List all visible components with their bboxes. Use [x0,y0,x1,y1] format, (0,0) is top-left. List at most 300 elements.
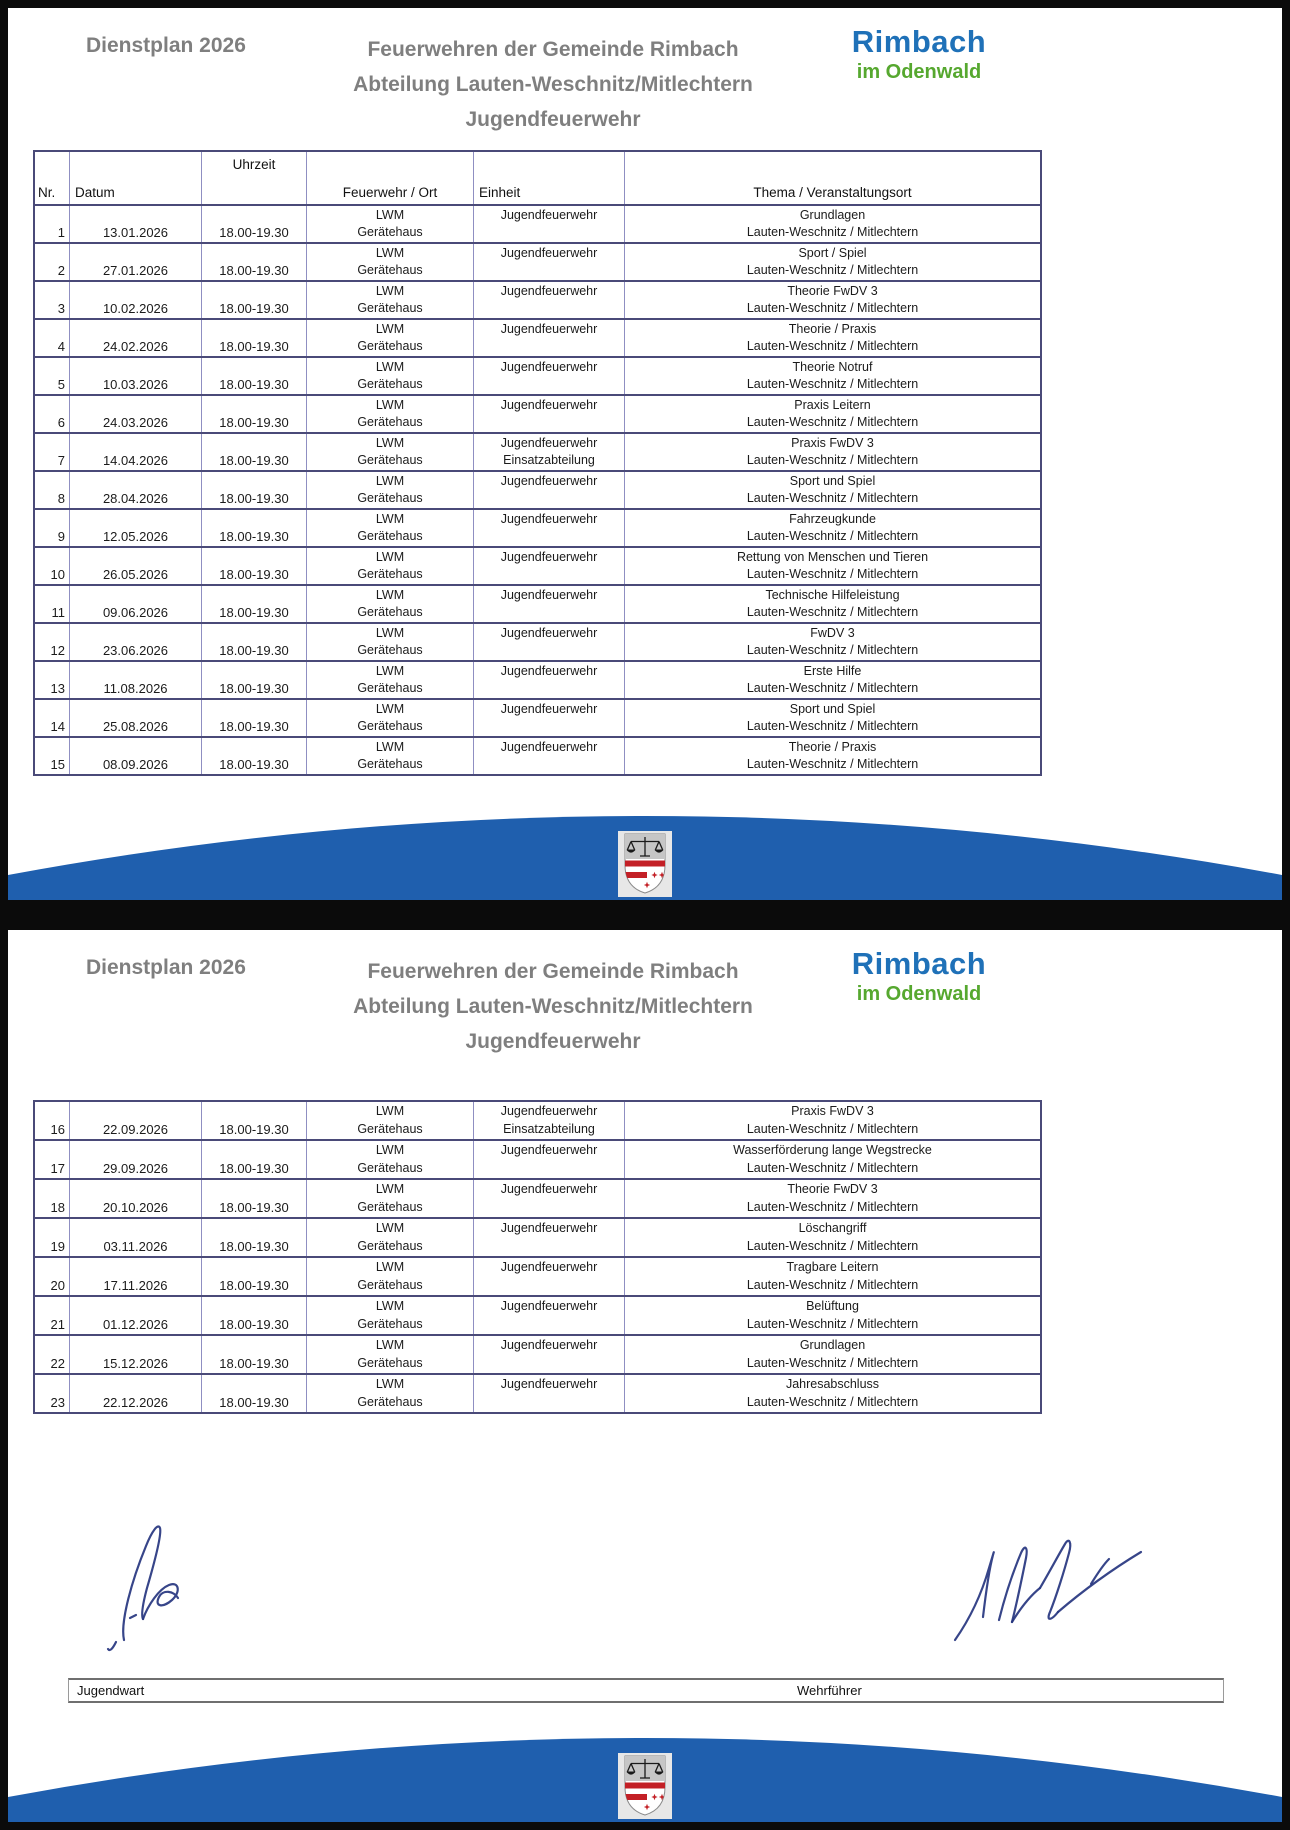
cell-line: 22.12.2026 [102,1395,169,1410]
cell-einheit [474,320,625,356]
cell-nr [35,548,70,584]
document-title: Dienstplan 2026 [86,956,246,979]
table-row [35,1102,1040,1141]
cell-line: Gerätehaus [357,719,423,733]
cell-line: LWM [375,284,405,298]
signature-label-box [68,1678,1224,1703]
cell-line: Einsatzabteilung [503,453,595,467]
cell-line: 13 [50,681,65,696]
cell-line [35,587,69,604]
footer-wave [8,815,1282,900]
table-row [35,282,1040,320]
cell-einheit [474,472,625,508]
schedule-table-page-1 [33,150,1042,776]
cell-line: 18.00-19.30 [219,567,289,582]
cell-line: Lauten-Weschnitz / Mitlechtern [746,263,919,277]
cell-line: Grundlagen [799,1338,866,1352]
rimbach-coat-of-arms [618,831,672,897]
cell-line: Gerätehaus [357,567,423,581]
cell-nr [35,472,70,508]
cell-uhrzeit [202,586,307,622]
cell-ort [307,1297,474,1334]
table-row [35,738,1040,776]
cell-line: LWM [375,550,405,564]
cell-line: Jugendfeuerwehr [500,740,598,754]
cell-line: 20 [50,1278,65,1293]
cell-line: Gerätehaus [357,339,423,353]
cell-line [202,1376,306,1393]
cell-line [474,718,624,735]
cell-line [70,397,201,414]
cell-ort [307,738,474,774]
cell-uhrzeit [202,1219,307,1256]
column-header-label: Datum [75,185,115,200]
cell-datum [70,1375,202,1412]
cell-line [70,1259,201,1276]
cell-uhrzeit [202,282,307,318]
jugendwart-signature [86,1518,236,1658]
cell-line: Sport / Spiel [798,246,867,260]
cell-line: Technische Hilfeleistung [765,588,900,602]
cell-nr [35,510,70,546]
cell-datum [70,282,202,318]
cell-line: 18.00-19.30 [219,1278,289,1293]
cell-line: 1 [57,225,65,240]
cell-nr [35,1180,70,1217]
cell-line: Jugendfeuerwehr [500,512,598,526]
cell-thema [625,320,1040,356]
cell-thema [625,1336,1040,1373]
cell-line [70,1298,201,1315]
cell-line [474,1316,624,1333]
cell-line [70,663,201,680]
cell-thema [625,700,1040,736]
table-row [35,1180,1040,1219]
cell-ort [307,206,474,242]
cell-line: 5 [57,377,65,392]
cell-line: Gerätehaus [357,643,423,657]
cell-line [202,359,306,376]
cell-line: Lauten-Weschnitz / Mitlechtern [746,719,919,733]
cell-line: Einsatzabteilung [503,1122,595,1136]
cell-ort [307,1258,474,1295]
cell-line: 17 [50,1161,65,1176]
cell-line: 16 [50,1122,65,1137]
cell-line [70,739,201,756]
column-header-thema [625,152,1040,204]
cell-line: 08.09.2026 [102,757,169,772]
cell-line [202,1337,306,1354]
column-header-nr [35,152,70,204]
cell-line: 01.12.2026 [102,1317,169,1332]
cell-line [202,1181,306,1198]
cell-line [474,604,624,621]
table-row [35,1141,1040,1180]
cell-line: 14.04.2026 [102,453,169,468]
cell-line [35,663,69,680]
cell-line: 25.08.2026 [102,719,169,734]
cell-line: 10.03.2026 [102,377,169,392]
cell-ort [307,1375,474,1412]
cell-line [202,435,306,452]
cell-line: Lauten-Weschnitz / Mitlechtern [746,301,919,315]
cell-line [202,207,306,224]
cell-line: Lauten-Weschnitz / Mitlechtern [746,1356,919,1370]
cell-datum [70,1297,202,1334]
cell-line: 14 [50,719,65,734]
cell-uhrzeit [202,244,307,280]
cell-ort [307,1336,474,1373]
cell-line [70,473,201,490]
cell-nr [35,244,70,280]
cell-line: LWM [375,1338,405,1352]
cell-line: 26.05.2026 [102,567,169,582]
cell-line [474,1238,624,1255]
cell-line: Gerätehaus [357,225,423,239]
cell-einheit [474,358,625,394]
cell-line: Gerätehaus [357,1317,423,1331]
cell-einheit [474,586,625,622]
cell-line [35,511,69,528]
cell-line [202,473,306,490]
table-row [35,320,1040,358]
table-row [35,1297,1040,1336]
cell-datum [70,1141,202,1178]
cell-line: Lauten-Weschnitz / Mitlechtern [746,643,919,657]
cell-line: 18.00-19.30 [219,301,289,316]
cell-line: 03.11.2026 [103,1239,168,1254]
cell-line: LWM [375,246,405,260]
cell-ort [307,662,474,698]
cell-line: Jugendfeuerwehr [500,1260,598,1274]
cell-line: Sport und Spiel [789,474,876,488]
cell-line: 15.12.2026 [102,1356,169,1371]
cell-nr [35,1375,70,1412]
cell-line: LWM [375,322,405,336]
document-heading [298,32,808,137]
cell-line: 11.08.2026 [103,681,168,696]
cell-datum [70,548,202,584]
cell-uhrzeit [202,510,307,546]
table-row [35,472,1040,510]
cell-nr [35,1102,70,1139]
cell-line: Jugendfeuerwehr [500,588,598,602]
cell-line: 18.00-19.30 [219,719,289,734]
cell-line [35,1259,69,1276]
cell-line [35,1142,69,1159]
cell-line: Praxis Leitern [794,398,871,412]
cell-line: Jugendfeuerwehr [500,474,598,488]
table-row [35,206,1040,244]
cell-thema [625,1141,1040,1178]
cell-line: Jugendfeuerwehr [500,1377,598,1391]
cell-line [474,756,624,773]
cell-thema [625,358,1040,394]
cell-uhrzeit [202,662,307,698]
cell-einheit [474,244,625,280]
document-title: Dienstplan 2026 [86,34,246,57]
cell-ort [307,244,474,280]
cell-line [35,1220,69,1237]
cell-line: 15 [50,757,65,772]
cell-ort [307,1102,474,1139]
cell-line: Wasserförderung lange Wegstrecke [733,1143,932,1157]
cell-nr [35,1336,70,1373]
cell-line: 22.09.2026 [102,1122,169,1137]
cell-line: Theorie / Praxis [788,740,877,754]
cell-line: Lauten-Weschnitz / Mitlechtern [746,1161,919,1175]
logo-subtitle: im Odenwald [856,983,982,1005]
cell-thema [625,1297,1040,1334]
cell-ort [307,700,474,736]
cell-line [474,490,624,507]
cell-thema [625,244,1040,280]
cell-line: 17.11.2026 [103,1278,168,1293]
cell-line: Jugendfeuerwehr [500,1104,598,1118]
cell-line [35,1181,69,1198]
cell-line: Lauten-Weschnitz / Mitlechtern [746,1317,919,1331]
cell-line: 12.05.2026 [102,529,169,544]
cell-line [474,300,624,317]
cell-line: Lauten-Weschnitz / Mitlechtern [746,339,919,353]
cell-line: Grundlagen [799,208,866,222]
cell-line [35,1298,69,1315]
cell-line: LWM [375,474,405,488]
column-header-label: Thema / Veranstaltungsort [753,185,912,200]
rimbach-logo [836,946,1002,1006]
rimbach-coat-of-arms [618,1753,672,1819]
cell-uhrzeit [202,1180,307,1217]
cell-line [202,321,306,338]
cell-line: LWM [375,1299,405,1313]
cell-line: 09.06.2026 [102,605,169,620]
cell-line: LWM [375,626,405,640]
cell-line: Gerätehaus [357,491,423,505]
cell-uhrzeit [202,700,307,736]
cell-line: Gerätehaus [357,377,423,391]
cell-line: Jahresabschluss [785,1377,880,1391]
column-header-label: Uhrzeit [232,157,276,172]
cell-line: Rettung von Menschen und Tieren [736,550,929,564]
cell-thema [625,586,1040,622]
cell-line: 21 [50,1317,65,1332]
cell-einheit [474,1102,625,1139]
cell-line: Lauten-Weschnitz / Mitlechtern [746,1395,919,1409]
cell-line [474,528,624,545]
cell-line: Gerätehaus [357,681,423,695]
cell-line [202,397,306,414]
cell-line: Jugendfeuerwehr [500,360,598,374]
cell-line [474,1199,624,1216]
heading-line-3: Jugendfeuerwehr [465,1030,641,1053]
cell-line [202,739,306,756]
cell-datum [70,700,202,736]
cell-line [202,1220,306,1237]
cell-line: LWM [375,1221,405,1235]
cell-line [474,1160,624,1177]
cell-line [70,511,201,528]
cell-line: 18.00-19.30 [219,453,289,468]
cell-line: 18.00-19.30 [219,339,289,354]
cell-line: 18.00-19.30 [219,605,289,620]
footer-wave [8,1737,1282,1822]
table-row [35,358,1040,396]
cell-line [35,245,69,262]
cell-line [70,1337,201,1354]
cell-thema [625,1219,1040,1256]
cell-nr [35,206,70,242]
cell-line [70,321,201,338]
cell-line [474,338,624,355]
cell-line: Lauten-Weschnitz / Mitlechtern [746,377,919,391]
column-header-label: Feuerwehr / Ort [342,185,438,200]
cell-line [35,625,69,642]
cell-einheit [474,206,625,242]
cell-line: LWM [375,1182,405,1196]
cell-uhrzeit [202,472,307,508]
cell-ort [307,1219,474,1256]
cell-ort [307,282,474,318]
cell-line: 18.00-19.30 [219,415,289,430]
cell-line: Lauten-Weschnitz / Mitlechtern [746,529,919,543]
cell-uhrzeit [202,624,307,660]
cell-line: 2 [57,263,65,278]
table-row [35,624,1040,662]
cell-nr [35,1141,70,1178]
cell-line: 8 [57,491,65,506]
cell-line: LWM [375,588,405,602]
cell-einheit [474,738,625,774]
cell-datum [70,1336,202,1373]
cell-ort [307,624,474,660]
cell-ort [307,1180,474,1217]
cell-ort [307,434,474,470]
cell-line [202,245,306,262]
table-row [35,700,1040,738]
cell-line: Gerätehaus [357,453,423,467]
cell-line [35,1103,69,1120]
cell-uhrzeit [202,1102,307,1139]
cell-line: 18.00-19.30 [219,1200,289,1215]
table-row [35,434,1040,472]
cell-line [70,587,201,604]
cell-line [202,1259,306,1276]
cell-line: Lauten-Weschnitz / Mitlechtern [746,1278,919,1292]
cell-line: 18.00-19.30 [219,1395,289,1410]
cell-line: 18.00-19.30 [219,1356,289,1371]
cell-line: LWM [375,360,405,374]
cell-line: Gerätehaus [357,263,423,277]
cell-line: 19 [50,1239,65,1254]
cell-line: 18.00-19.30 [219,377,289,392]
cell-nr [35,1297,70,1334]
cell-datum [70,358,202,394]
table-header-row [35,152,1040,206]
wehrfuehrer-label: Wehrführer [797,1683,862,1698]
table-row [35,510,1040,548]
cell-line: Lauten-Weschnitz / Mitlechtern [746,1239,919,1253]
cell-line: Lauten-Weschnitz / Mitlechtern [746,1200,919,1214]
cell-line [70,1103,201,1120]
cell-nr [35,396,70,432]
cell-line [35,739,69,756]
table-row [35,1375,1040,1414]
cell-line: 24.03.2026 [102,415,169,430]
cell-line: 18.00-19.30 [219,225,289,240]
cell-line: Lauten-Weschnitz / Mitlechtern [746,415,919,429]
cell-thema [625,396,1040,432]
cell-line: LWM [375,1260,405,1274]
cell-line: 29.09.2026 [102,1161,169,1176]
cell-uhrzeit [202,206,307,242]
wehrfuehrer-signature [943,1522,1153,1662]
cell-einheit [474,1219,625,1256]
logo-name: Rimbach [851,946,987,981]
column-header-uhrzeit [202,152,307,204]
cell-line: LWM [375,1104,405,1118]
cell-line: 3 [57,301,65,316]
cell-line: LWM [375,436,405,450]
cell-line: 18.00-19.30 [219,681,289,696]
cell-ort [307,1141,474,1178]
cell-line: Lauten-Weschnitz / Mitlechtern [746,453,919,467]
table-row [35,1219,1040,1258]
cell-ort [307,510,474,546]
cell-line: Jugendfeuerwehr [500,702,598,716]
cell-datum [70,1258,202,1295]
cell-einheit [474,1180,625,1217]
cell-einheit [474,624,625,660]
cell-nr [35,282,70,318]
cell-nr [35,700,70,736]
cell-datum [70,472,202,508]
cell-line [35,701,69,718]
heading-line-2: Abteilung Lauten-Weschnitz/Mitlechtern [353,73,753,96]
cell-line [35,473,69,490]
cell-line: LWM [375,1377,405,1391]
cell-line: 18.00-19.30 [219,643,289,658]
cell-line: 9 [57,529,65,544]
cell-line [70,359,201,376]
cell-line [474,680,624,697]
cell-line: Gerätehaus [357,605,423,619]
cell-line: 12 [50,643,65,658]
cell-line: LWM [375,664,405,678]
cell-einheit [474,282,625,318]
cell-line: 28.04.2026 [102,491,169,506]
table-row [35,586,1040,624]
cell-datum [70,320,202,356]
cell-einheit [474,1141,625,1178]
cell-ort [307,586,474,622]
cell-einheit [474,700,625,736]
cell-line [202,511,306,528]
cell-nr [35,586,70,622]
cell-thema [625,1180,1040,1217]
cell-line: Fahrzeugkunde [789,512,876,526]
cell-line: Gerätehaus [357,1200,423,1214]
cell-line: LWM [375,512,405,526]
cell-datum [70,738,202,774]
cell-line: Gerätehaus [357,1356,423,1370]
cell-uhrzeit [202,1297,307,1334]
cell-line: Jugendfeuerwehr [500,284,598,298]
cell-line: Jugendfeuerwehr [500,246,598,260]
cell-datum [70,206,202,242]
cell-nr [35,1219,70,1256]
cell-line [35,435,69,452]
cell-line: 6 [57,415,65,430]
